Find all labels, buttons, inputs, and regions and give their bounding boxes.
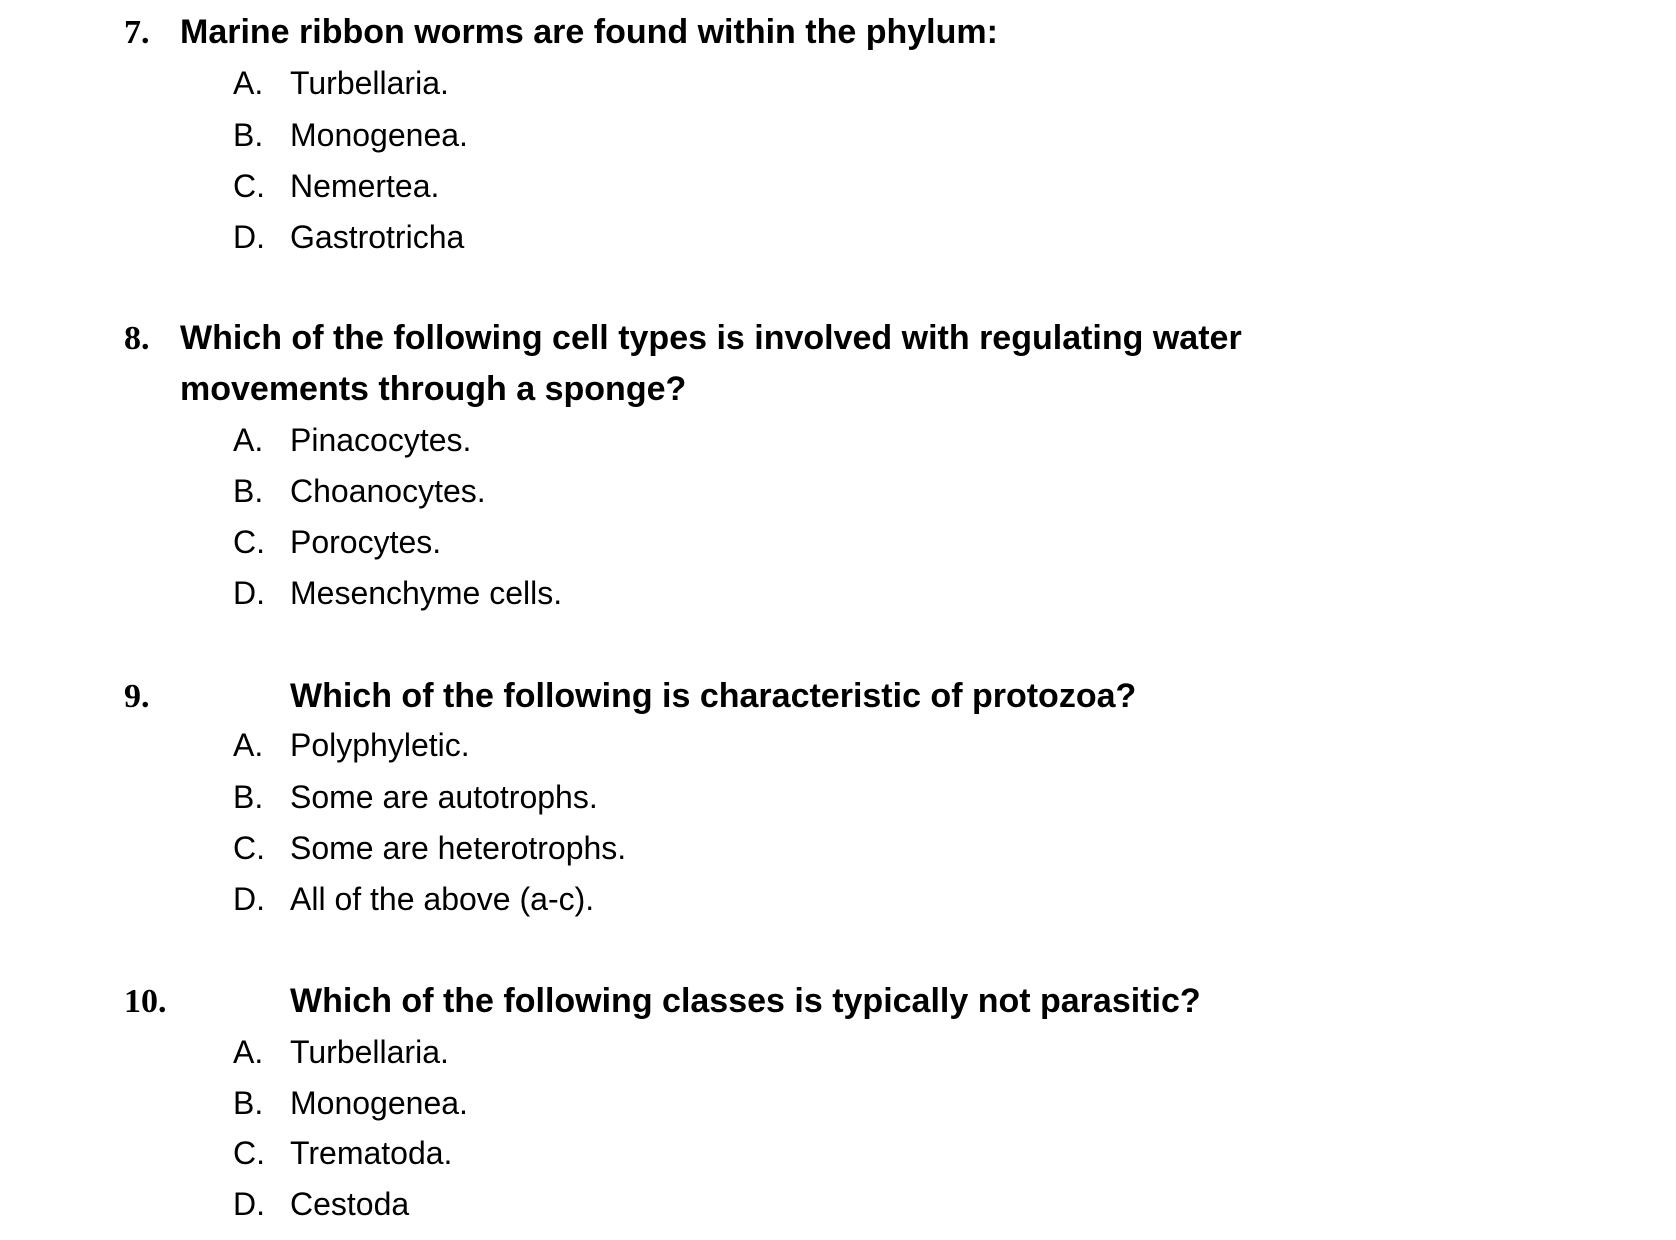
- question-number: 10.: [124, 983, 167, 1020]
- option-letter: B.: [233, 473, 264, 509]
- option-text: Cestoda: [290, 1186, 410, 1222]
- question-number: 8.: [124, 320, 150, 357]
- option-letter: D.: [233, 1186, 265, 1222]
- option-text: All of the above (a-c).: [290, 881, 595, 917]
- option-letter: D.: [233, 881, 265, 917]
- question-text: Which of the following cell types is involved with regulating water: [180, 319, 1242, 357]
- question-text: Which of the following is characteristic of protozoa?: [290, 677, 1137, 715]
- option-letter: C.: [233, 524, 265, 560]
- option-letter: D.: [233, 575, 265, 611]
- option-text: Nemertea.: [290, 168, 440, 204]
- option-letter: C.: [233, 830, 265, 866]
- option-text: Some are heterotrophs.: [290, 830, 627, 866]
- question-text: movements through a sponge?: [180, 370, 687, 408]
- option-letter: A.: [233, 727, 264, 763]
- question-text: Which of the following classes is typically not parasitic?: [290, 982, 1201, 1020]
- option-letter: C.: [233, 1135, 265, 1171]
- option-letter: B.: [233, 1085, 264, 1121]
- option-text: Turbellaria.: [290, 1034, 449, 1070]
- option-text: Turbellaria.: [290, 65, 449, 101]
- option-text: Monogenea.: [290, 117, 468, 153]
- option-text: Trematoda.: [290, 1135, 453, 1171]
- option-letter: B.: [233, 779, 264, 815]
- option-letter: D.: [233, 219, 265, 255]
- option-text: Some are autotrophs.: [290, 779, 598, 815]
- option-letter: A.: [233, 1034, 264, 1070]
- question-text: Marine ribbon worms are found within the phylum:: [180, 13, 998, 51]
- option-letter: A.: [233, 65, 264, 101]
- option-text: Choanocytes.: [290, 473, 486, 509]
- option-text: Pinacocytes.: [290, 422, 472, 458]
- question-number: 9.: [124, 678, 150, 715]
- option-text: Polyphyletic.: [290, 727, 470, 763]
- option-letter: C.: [233, 168, 265, 204]
- option-text: Mesenchyme cells.: [290, 575, 563, 611]
- question-number: 7.: [124, 14, 150, 51]
- option-letter: B.: [233, 117, 264, 153]
- option-text: Porocytes.: [290, 524, 442, 560]
- option-letter: A.: [233, 422, 264, 458]
- option-text: Monogenea.: [290, 1085, 468, 1121]
- option-text: Gastrotricha: [290, 219, 465, 255]
